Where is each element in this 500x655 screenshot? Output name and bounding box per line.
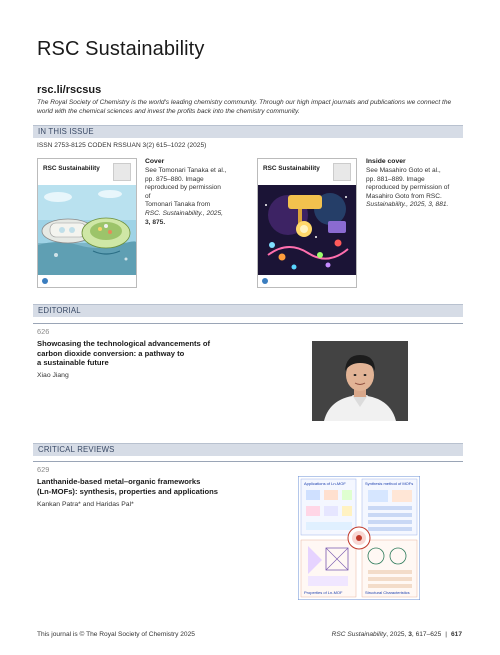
rsc-logo-icon: [42, 278, 48, 284]
review-title[interactable]: Lanthanide-based metal–organic frameworks (Ln-MOFs): synthesis, properties and applications: [37, 477, 219, 496]
graphic-label-properties: Properties of Ln-MOF: [304, 590, 343, 595]
cover-footer: [258, 275, 356, 287]
graphic-label-structure: Structural Characteristics: [365, 590, 410, 595]
cover-header: [258, 159, 356, 185]
section-label: CRITICAL REVIEWS: [38, 445, 115, 454]
cover-journal-name: RSC Sustainability: [263, 165, 320, 172]
journal-title: RSC Sustainability: [37, 38, 205, 60]
cover-footer: [38, 275, 136, 287]
editorial-page-number[interactable]: 626: [37, 327, 50, 336]
cover-journal-name: RSC Sustainability: [43, 165, 100, 172]
graphic-label-synthesis: Synthesis method of MOFs: [365, 481, 414, 486]
section-label: IN THIS ISSUE: [38, 127, 94, 136]
review-graphical-abstract: [298, 476, 420, 600]
divider-rule: [33, 323, 463, 324]
inside-cover-image: [257, 158, 357, 288]
section-bar-in-this-issue: [33, 125, 463, 138]
journal-short-url[interactable]: rsc.li/rscsus: [37, 84, 102, 96]
section-bar-critical-reviews: [33, 443, 463, 456]
inside-cover-caption: See Masahiro Goto et al., pp. 881–889. Image reproduced by permission of Masahiro Goto from RSC. Sustainability., 2025, 3, 881.: [366, 167, 450, 209]
footer-citation: RSC Sustainability, 2025, 3, 617–625 | 617: [331, 631, 462, 638]
inside-cover-caption-heading: Inside cover: [366, 158, 406, 165]
editorial-author: Xiao Jiang: [37, 372, 69, 379]
footer-copyright: This journal is © The Royal Society of Chemistry 2025: [37, 631, 195, 638]
divider-rule: [33, 461, 463, 462]
cover-illustration: [38, 185, 136, 275]
footer-page-number: 617: [450, 631, 462, 638]
graphic-label-applications: Applications of Ln-MOF: [304, 481, 346, 486]
rsc-logo-icon: [262, 278, 268, 284]
editorial-title[interactable]: Showcasing the technological advancements of carbon dioxide conversion: a pathway to a sustainable future: [37, 339, 211, 368]
cover-illustration: [258, 185, 356, 275]
author-photo: [312, 341, 408, 421]
section-bar-editorial: [33, 304, 463, 317]
cover-stamp: [333, 163, 351, 181]
review-authors: Kankan Patra* and Haridas Pal*: [37, 501, 134, 508]
cover-header: [38, 159, 136, 185]
cover-caption: See Tomonari Tanaka et al., pp. 875–880. Image reproduced by permission of Tomonari Tanaka from RSC. Sustainability., 2025, 3, 875.: [145, 167, 227, 226]
intro-text: The Royal Society of Chemistry is the world's leading chemistry community. Through our high impact journals and publications we connect the world with the chemical sciences and invest the profits back into the chemistry community.: [37, 99, 452, 115]
section-label: EDITORIAL: [38, 306, 81, 315]
issn-line: ISSN 2753-8125 CODEN RSSUAN 3(2) 615–1022 (2025): [37, 142, 207, 149]
cover-caption-heading: Cover: [145, 158, 165, 165]
review-page-number[interactable]: 629: [37, 465, 50, 474]
cover-stamp: [113, 163, 131, 181]
front-cover-image: [37, 158, 137, 288]
